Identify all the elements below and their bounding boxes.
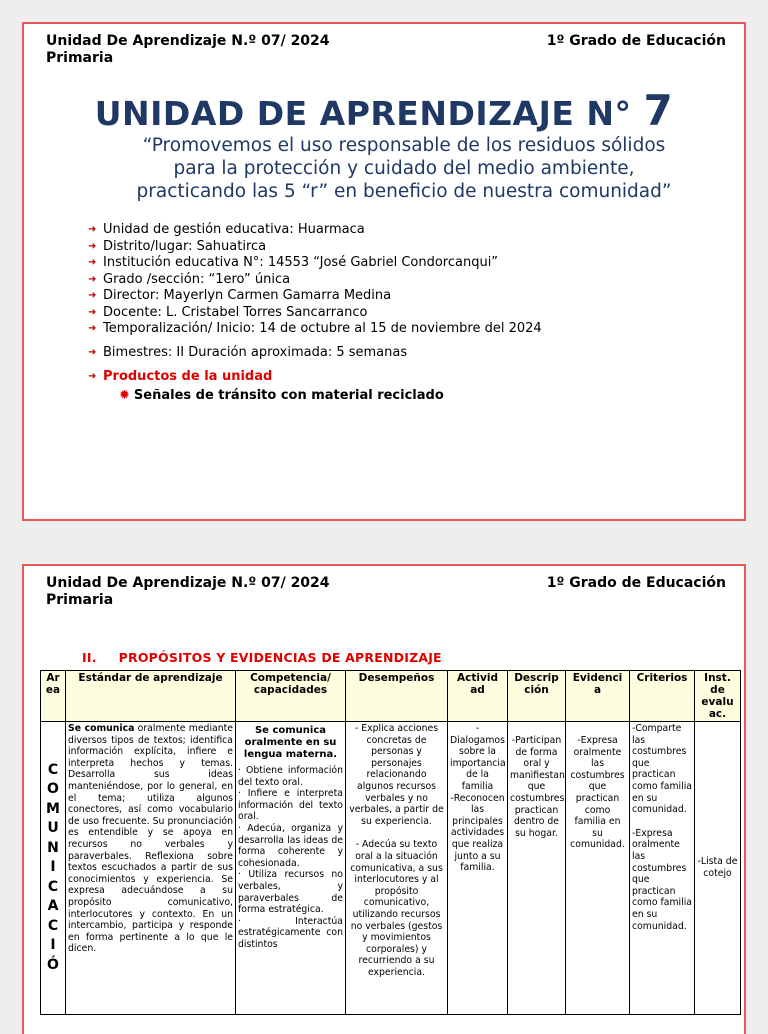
arrow-bullet-icon: ➜ bbox=[88, 290, 97, 301]
page-header bbox=[46, 575, 726, 609]
estandar-cell: Se comunica oralmente mediante diversos tipos de textos; identifica información explícita, infiere e interpreta hechos y temas. Desarrolla sus ideas manteniéndose, por lo general, en el tema; utiliza algunos conectores, así como vocabulario de uso frecuente. Su pronunciación es entendible y se apoya en recursos no verbales y paraverbales. Reflexiona sobre textos escuchados a partir de sus conocimientos y experiencia. Se expresa adecuándose a su propósito comunicativo, interlocutores y contexto. En un intercambio, participa y responde en forma pertinente a lo que le dicen. bbox=[66, 722, 236, 1015]
arrow-bullet-icon: ➜ bbox=[88, 371, 97, 382]
col-header: Desempeños bbox=[346, 671, 448, 722]
subtitle-line: practicando las 5 “r” en beneficio de nuestra comunidad” bbox=[136, 181, 672, 202]
page-1 bbox=[22, 22, 746, 521]
info-item: ➜ Distrito/lugar: Sahuatirca bbox=[88, 238, 267, 254]
learning-table bbox=[40, 670, 741, 1015]
unit-label: Unidad De Aprendizaje N.º 07/ 2024 bbox=[46, 575, 330, 591]
title-number: 7 bbox=[643, 86, 674, 135]
products-heading: ➜ Productos de la unidad bbox=[88, 369, 273, 384]
col-header: Activid ad bbox=[448, 671, 508, 722]
info-item-bimestres: ➜ Bimestres: II Duración aproximada: 5 semanas bbox=[88, 344, 408, 360]
descripcion-cell: -Participan de forma oral y manifiestan que costumbres practican dentro de su hogar. bbox=[508, 722, 566, 1015]
col-header: Criterios bbox=[630, 671, 695, 722]
col-header: Ar ea bbox=[41, 671, 66, 722]
arrow-bullet-icon: ➜ bbox=[88, 273, 97, 285]
info-item: ➜ Docente: L. Cristabel Torres Sancarranco bbox=[88, 304, 368, 320]
page-header bbox=[46, 33, 726, 67]
instrumento-cell: -Lista de cotejo bbox=[695, 722, 741, 1015]
info-item: ➜ Grado /sección: “1ero” única bbox=[88, 271, 291, 287]
info-item: ➜ Unidad de gestión educativa: Huarmaca bbox=[88, 222, 365, 237]
col-header: Inst. de evalu ac. bbox=[695, 671, 741, 722]
product-item: ✹ Señales de tránsito con material reciclado bbox=[119, 388, 444, 403]
table-row bbox=[41, 722, 741, 1015]
arrow-bullet-icon: ➜ bbox=[88, 224, 97, 235]
subtitle-line: “Promovemos el uso responsable de los residuos sólidos bbox=[142, 135, 666, 156]
table-header-row bbox=[41, 671, 741, 722]
unit-label-cont: Primaria bbox=[46, 592, 114, 608]
criterios-cell: -Comparte las costumbres que practican como familia en su comunidad. -Expresa oralmente las costumbres que practican como familia en su comunidad. bbox=[630, 722, 695, 1015]
arrow-bullet-icon: ➜ bbox=[88, 240, 97, 252]
col-header: Competencia/ capacidades bbox=[236, 671, 346, 722]
info-item: ➜ Temporalización/ Inicio: 14 de octubre al 15 de noviembre del 2024 bbox=[88, 321, 542, 336]
general-info-list bbox=[88, 222, 542, 386]
info-item: ➜ Director: Mayerlyn Carmen Gamarra Medina bbox=[88, 288, 392, 303]
area-cell: C O M U N I C A C I Ó bbox=[41, 722, 66, 1015]
grade-label: 1º Grado de Educación bbox=[546, 33, 726, 49]
section-heading: II. PROPÓSITOS Y EVIDENCIAS DE APRENDIZAJE bbox=[82, 650, 442, 665]
page-title bbox=[24, 86, 744, 135]
arrow-bullet-icon: ➜ bbox=[88, 257, 97, 268]
page-2 bbox=[22, 564, 746, 1034]
unit-label-cont: Primaria bbox=[46, 50, 114, 66]
grade-label: 1º Grado de Educación bbox=[546, 575, 726, 591]
competencia-cell: Se comunica oralmente en su lengua materna. · Obtiene información del texto oral. · Infiere e interpreta información del texto oral. · Adecúa, organiza y desarrolla las ideas de forma coherente y cohesionada. · Utiliza recursos no verbales, y paraverbales de forma estratégica. · Interactúa estratégicamente con distintos bbox=[236, 722, 346, 1015]
arrow-bullet-icon: ➜ bbox=[88, 323, 97, 334]
evidencia-cell: -Expresa oralmente las costumbres que practican como familia en su comunidad. bbox=[566, 722, 630, 1015]
desempenos-cell: - Explica acciones concretas de personas y personajes relacionando algunos recursos verbales y no verbales, a partir de su experiencia. - Adecúa su texto oral a la situación comunicativa, a sus interlocutores y al propósito comunicativo, utilizando recursos no verbales (gestos y movimientos corporales) y recurriendo a su experiencia. bbox=[346, 722, 448, 1015]
arrow-bullet-icon: ➜ bbox=[88, 306, 97, 318]
actividad-cell: -Dialogamos sobre la importancia de la familia -Reconocen las principales actividades que realiza junto a su familia. bbox=[448, 722, 508, 1015]
title-prefix: UNIDAD DE APRENDIZAJE N° bbox=[94, 94, 632, 133]
flower-bullet-icon: ✹ bbox=[119, 388, 130, 403]
info-item: ➜ Institución educativa N°: 14553 “José Gabriel Condorcanqui” bbox=[88, 255, 499, 270]
col-header: Estándar de aprendizaje bbox=[66, 671, 236, 722]
unit-label: Unidad De Aprendizaje N.º 07/ 2024 bbox=[46, 33, 330, 49]
subtitle-line: para la protección y cuidado del medio ambiente, bbox=[173, 158, 635, 179]
unit-subtitle bbox=[104, 134, 704, 203]
col-header: Descrip ción bbox=[508, 671, 566, 722]
arrow-bullet-icon: ➜ bbox=[88, 346, 97, 358]
col-header: Evidenci a bbox=[566, 671, 630, 722]
